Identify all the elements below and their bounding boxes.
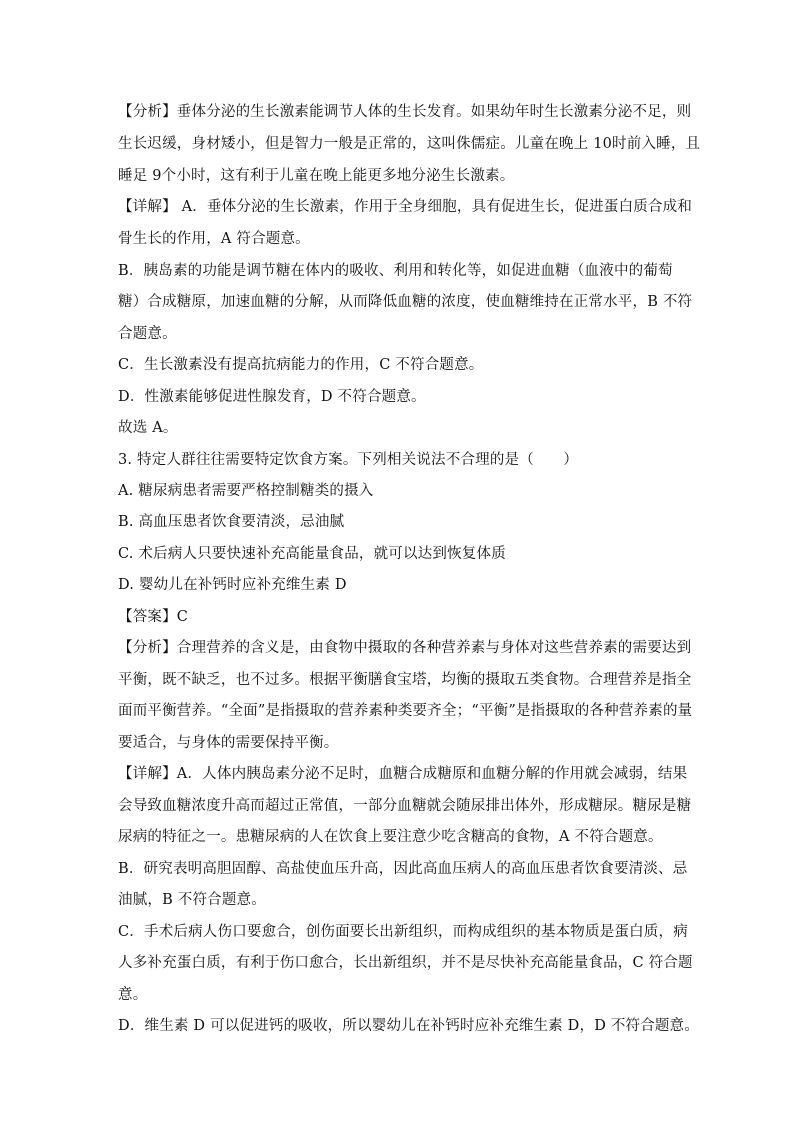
analysis-paragraph-line-2: 生长迟缓，身材矮小，但是智力一般是正常的，这叫侏儒症。儿童在晚上 10时前入睡，且 [118,136,701,152]
explanation-option-b-line-1: B．胰岛素的功能是调节糖在体内的吸收、利用和转化等，如促进血糖（血液中的葡萄 [118,263,673,279]
question-3-option-a: A. 糖尿病患者需要严格控制糖类的摄入 [118,483,374,499]
question-3-explanation-c-line-3: 意。 [118,987,148,1003]
explanation-option-b-line-3: 合题意。 [118,326,177,342]
question-3-explanation-b-line-2: 油腻，B 不符合题意。 [118,892,266,908]
question-3-analysis-line-3: 面而平衡营养。“全面”是指摄取的营养素种类要齐全；“平衡”是指摄取的各种营养素的量 [118,703,693,719]
question-3-analysis-line-2: 平衡，既不缺乏，也不过多。根据平衡膳食宝塔，均衡的摄取五类食物。合理营养是指全 [118,672,692,688]
analysis-paragraph-line-1: 【分析】垂体分泌的生长激素能调节人体的生长发育。如果幼年时生长激素分泌不足，则 [118,104,692,120]
question-3-option-c: C. 术后病人只要快速补充高能量食品，就可以达到恢复体质 [118,546,506,562]
explanation-option-d: D．性激素能够促进性腺发育，D 不符合题意。 [118,389,426,405]
explanation-line-2: 骨生长的作用，A 符合题意。 [118,231,310,247]
question-3-explanation-a-line-3: 尿病的特征之一。患糖尿病的人在饮食上要注意少吃含糖高的食物，A 不符合题意。 [118,829,663,845]
question-3-stem: 3. 特定人群往往需要特定饮食方案。下列相关说法不合理的是（ ） [118,452,579,468]
answer-choice: 故选 A。 [118,420,178,436]
question-3-explanation-a-line-1: 【详解】A．人体内胰岛素分泌不足时，血糖合成糖原和血糖分解的作用就会减弱，结果 [118,766,688,782]
analysis-paragraph-line-3: 睡足 9个小时，这有利于儿童在晚上能更多地分泌生长激素。 [118,168,515,184]
explanation-line-1: 【详解】 A．垂体分泌的生长激素，作用于全身细胞，具有促进生长，促进蛋白质合成和 [118,199,693,215]
explanation-option-c: C．生长激素没有提高抗病能力的作用，C 不符合题意。 [118,357,484,373]
question-3-explanation-c-line-1: C．手术后病人伤口要愈合，创伤面要长出新组织，而构成组织的基本物质是蛋白质，病 [118,924,688,940]
question-3-answer: 【答案】C [118,609,189,625]
question-3-explanation-a-line-2: 会导致血糖浓度升高而超过正常值，一部分血糖就会随尿排出体外，形成糖尿。糖尿是糖 [118,798,692,814]
question-3-option-b: B. 高血压患者饮食要清淡，忌油腻 [118,514,345,530]
question-3-explanation-b-line-1: B．研究表明高胆固醇、高盐使血压升高，因此高血压病人的高血压患者饮食要清淡、忌 [118,861,688,877]
question-3-analysis-line-4: 要适合，与身体的需要保持平衡。 [118,735,339,751]
question-3-explanation-d: D．维生素 D 可以促进钙的吸收，所以婴幼儿在补钙时应补充维生素 D，D 不符合题意。 [118,1018,700,1034]
question-3-option-d: D. 婴幼儿在补钙时应补充维生素 D [118,577,347,593]
explanation-option-b-line-2: 糖）合成糖原，加速血糖的分解，从而降低血糖的浓度，使血糖维持在正常水平，B 不符 [118,294,693,310]
question-3-analysis-line-1: 【分析】合理营养的含义是，由食物中摄取的各种营养素与身体对这些营养素的需要达到 [118,640,692,656]
question-3-explanation-c-line-2: 人多补充蛋白质，有利于伤口愈合，长出新组织，并不是尽快补充高能量食品，C 符合题 [118,955,693,971]
